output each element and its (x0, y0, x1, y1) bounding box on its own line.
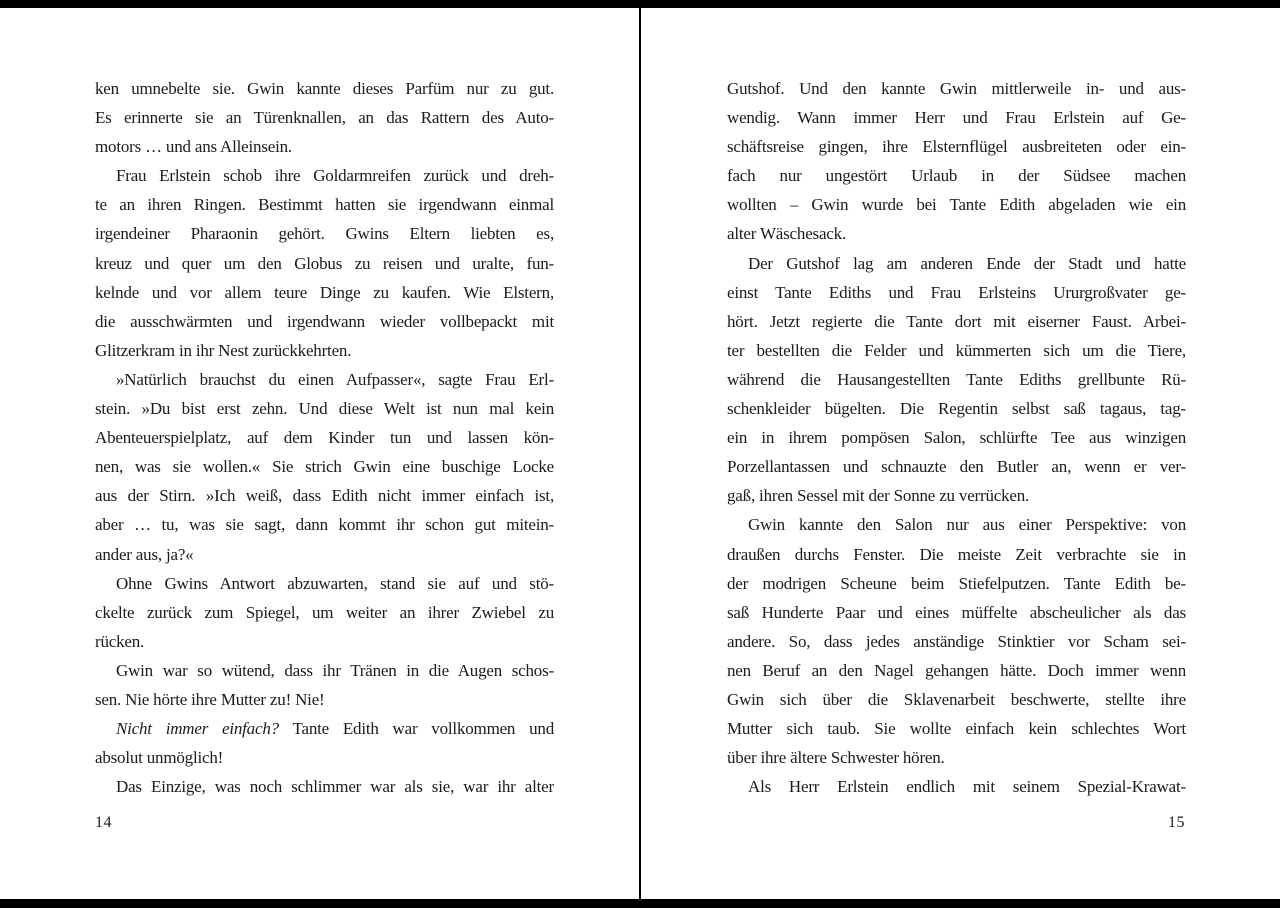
paragraph (95, 365, 554, 569)
text-line: wollten – Gwin wurde bei Tante Edith abgeladen wie ein (727, 195, 1186, 215)
page-number-right: 15 (1168, 814, 1185, 831)
text-line: wendig. Wann immer Herr und Frau Erlstein auf Ge- (727, 108, 1186, 128)
text-line: kreuz und quer um den Globus zu reisen und uralte, fun- (95, 253, 554, 273)
text-line: ein in ihrem pompösen Salon, schlürfte Tee aus winzigen (727, 428, 1186, 448)
paragraph (95, 74, 554, 161)
text-line: Frau Erlstein schob ihre Goldarmreifen zurück und dreh- (116, 166, 554, 186)
text-line: andere. So, dass jedes anständige Stinktier vor Scham sei- (727, 631, 1186, 651)
text-line: Gwin kannte den Salon nur aus einer Perspektive: von (748, 515, 1186, 535)
text-line: ander aus, ja?« (95, 544, 194, 564)
text-line: stein. »Du bist erst zehn. Und diese Welt ist nun mal kein (95, 399, 554, 419)
paragraph (95, 161, 554, 365)
text-line: Glitzerkram in ihr Nest zurückkehrten. (95, 340, 352, 360)
italic-text-segment: Nicht immer einfach? (116, 719, 279, 739)
text-line: aber … tu, was sie sagt, dann kommt ihr schon gut mitein- (95, 515, 554, 535)
text-line: alter Wäschesack. (727, 224, 846, 244)
text-line: gaß, ihren Sessel mit der Sonne zu verrücken. (727, 486, 1030, 506)
text-line: rücken. (95, 631, 145, 651)
page-right-text (727, 74, 1186, 801)
paragraph (727, 74, 1186, 249)
paragraph (95, 714, 554, 772)
text-line: Es erinnerte sie an Türenknallen, an das Rattern des Auto- (95, 108, 554, 128)
text-line: einst Tante Ediths und Frau Erlsteins Ururgroßvater ge- (727, 282, 1186, 302)
paragraph (95, 772, 554, 801)
paragraph (727, 510, 1186, 772)
text-line: der modrigen Scheune beim Stiefelputzen. Tante Edith be- (727, 573, 1186, 593)
paragraph (95, 656, 554, 714)
text-line: kelnde und vor allem teure Dinge zu kaufen. Wie Elstern, (95, 282, 554, 302)
text-line: ken umnebelte sie. Gwin kannte dieses Parfüm nur zu gut. (95, 79, 554, 98)
text-line: saß Hunderte Paar und eines müffelte abscheulicher als das (727, 602, 1186, 622)
text-line: über ihre ältere Schwester hören. (727, 748, 945, 768)
text-line: die ausschwärmten und irgendwann wieder vollbepackt mit (95, 311, 554, 331)
text-line: irgendeiner Pharaonin gehört. Gwins Eltern liebten es, (95, 224, 554, 244)
text-line: während die Hausangestellten Tante Ediths grellbunte Rü- (727, 369, 1186, 389)
page-number-left: 14 (95, 814, 112, 831)
text-line: motors … und ans Alleinsein. (95, 137, 292, 157)
text-line: nen, was sie wollen.« Sie strich Gwin eine buschige Locke (95, 457, 554, 477)
text-line: draußen durchs Fenster. Die meiste Zeit verbrachte sie in (727, 544, 1186, 564)
text-line: Gutshof. Und den kannte Gwin mittlerweile in- und aus- (727, 79, 1186, 98)
text-line: Gwin war so wütend, dass ihr Tränen in die Augen schos- (116, 660, 554, 680)
text-line: Das Einzige, was noch schlimmer war als sie, war ihr alter (116, 777, 554, 797)
text-line: nen Beruf an den Nagel gehangen hätte. Doch immer wenn (727, 660, 1186, 680)
text-line: aus der Stirn. »Ich weiß, dass Edith nicht immer einfach ist, (95, 486, 554, 506)
page-right (641, 0, 1280, 908)
text-line: sen. Nie hörte ihre Mutter zu! Nie! (95, 689, 325, 709)
text-line: ckelte zurück zum Spiegel, um weiter an ihrer Zwiebel zu (95, 602, 554, 622)
paragraph (95, 569, 554, 656)
text-line: schäftsreise gingen, ihre Elsternflügel ausbreiteten oder ein- (727, 137, 1186, 157)
text-line: »Natürlich brauchst du einen Aufpasser«, sagte Frau Erl- (116, 369, 554, 389)
text-line: Mutter sich taub. Sie wollte einfach kein schlechtes Wort (727, 719, 1186, 739)
page-left-text (95, 74, 554, 801)
text-line: Als Herr Erlstein endlich mit seinem Spezial-Krawat- (748, 777, 1186, 797)
text-line: schenkleider bügelten. Die Regentin selbst saß tagaus, tag- (727, 399, 1186, 419)
text-line: te an ihren Ringen. Bestimmt hatten sie irgendwann einmal (95, 195, 554, 215)
paragraph (727, 772, 1186, 801)
text-line: fach nur ungestört Urlaub in der Südsee machen (727, 166, 1186, 186)
text-line: Der Gutshof lag am anderen Ende der Stadt und hatte (748, 253, 1186, 273)
paragraph (727, 249, 1186, 511)
bottom-black-bar (0, 899, 1280, 908)
text-line: Abenteuerspielplatz, auf dem Kinder tun und lassen kön- (95, 428, 554, 448)
text-line (95, 714, 554, 743)
text-segment: Tante Edith war vollkommen und (278, 719, 554, 739)
text-line: Porzellantassen und schnauzte den Butler an, wenn er ver- (727, 457, 1186, 477)
text-line: Ohne Gwins Antwort abzuwarten, stand sie auf und stö- (116, 573, 554, 593)
text-line: ter bestellten die Felder und kümmerten sich um die Tiere, (727, 340, 1186, 360)
text-line: hört. Jetzt regierte die Tante dort mit eiserner Faust. Arbei- (727, 311, 1186, 331)
text-line: Gwin sich über die Sklavenarbeit beschwerte, stellte ihre (727, 689, 1186, 709)
text-line: absolut unmöglich! (95, 748, 224, 768)
